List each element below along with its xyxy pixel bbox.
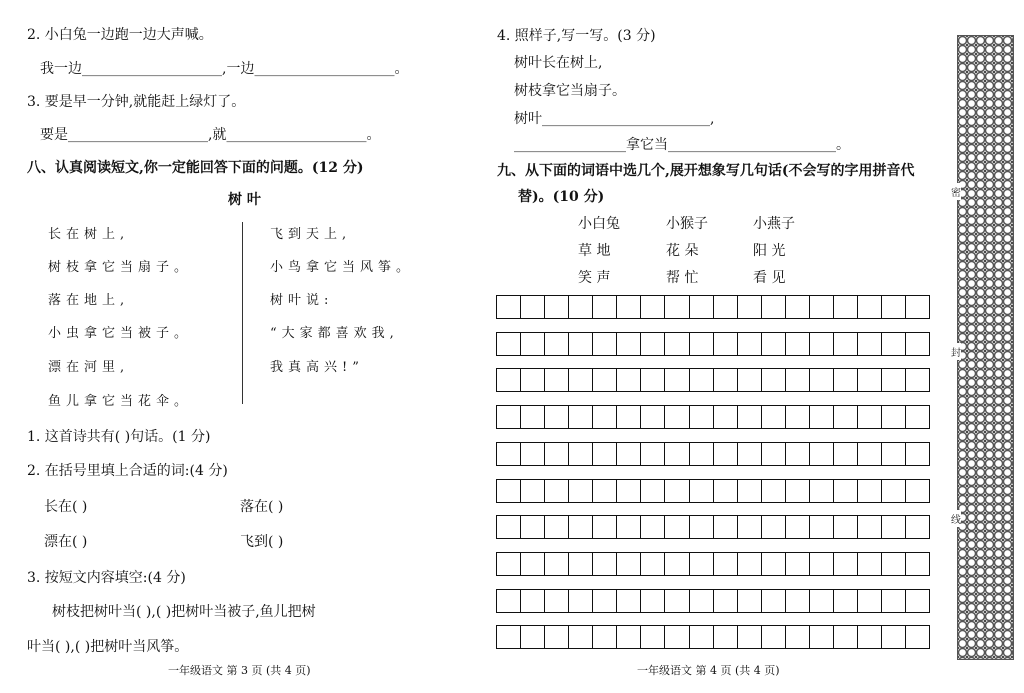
writing-grid-cell[interactable] xyxy=(738,590,762,612)
word-option: 草 地 xyxy=(578,243,611,259)
poem-title: 树 叶 xyxy=(228,192,261,208)
writing-grid-cell[interactable] xyxy=(834,516,858,538)
writing-grid-cell[interactable] xyxy=(714,590,738,612)
writing-grid-cell[interactable] xyxy=(545,480,569,502)
seal-mark-feng: 封 xyxy=(951,343,961,360)
s8-question-1: 1. 这首诗共有( )句话。(1 分) xyxy=(27,429,211,445)
writing-grid-cell[interactable] xyxy=(786,406,810,428)
writing-grid-cell[interactable] xyxy=(906,516,929,538)
writing-grid-cell[interactable] xyxy=(858,296,882,318)
q4-heading: 4. 照样子,写一写。(3 分) xyxy=(497,28,656,44)
writing-grid-cell[interactable] xyxy=(593,443,617,465)
word-option: 小燕子 xyxy=(753,216,795,232)
writing-grid-cell[interactable] xyxy=(714,369,738,391)
word-option: 花 朵 xyxy=(666,243,699,259)
section-9-heading-cont: 替)。(10 分) xyxy=(518,189,605,205)
writing-grid-cell[interactable] xyxy=(834,369,858,391)
writing-grid-cell[interactable] xyxy=(545,443,569,465)
word-option: 笑 声 xyxy=(578,270,611,286)
writing-grid-cell[interactable] xyxy=(545,553,569,575)
writing-grid-cell[interactable] xyxy=(762,590,786,612)
writing-grid-cell[interactable] xyxy=(690,480,714,502)
writing-grid-cell[interactable] xyxy=(882,369,906,391)
page-footer-right: 一年级语文 第 4 页 (共 4 页) xyxy=(637,664,780,677)
poem-line: 长在树上, xyxy=(48,227,130,242)
writing-grid-cell[interactable] xyxy=(617,296,641,318)
writing-grid-cell[interactable] xyxy=(762,553,786,575)
writing-grid-cell[interactable] xyxy=(545,296,569,318)
s8-question-2: 2. 在括号里填上合适的词:(4 分) xyxy=(27,463,228,479)
writing-grid-cell[interactable] xyxy=(858,369,882,391)
writing-grid-cell[interactable] xyxy=(690,369,714,391)
writing-grid-cell[interactable] xyxy=(617,333,641,355)
writing-grid-cell[interactable] xyxy=(690,553,714,575)
writing-grid-cell[interactable] xyxy=(545,406,569,428)
writing-grid-cell[interactable] xyxy=(786,516,810,538)
poem-line: 鱼儿拿它当花伞。 xyxy=(48,394,193,409)
writing-grid-cell[interactable] xyxy=(641,333,665,355)
writing-grid-cell[interactable] xyxy=(641,406,665,428)
writing-grid-row[interactable] xyxy=(496,515,930,539)
writing-grid-cell[interactable] xyxy=(858,333,882,355)
writing-grid-cell[interactable] xyxy=(690,590,714,612)
writing-grid-cell[interactable] xyxy=(665,443,689,465)
writing-grid-cell[interactable] xyxy=(762,480,786,502)
writing-grid-cell[interactable] xyxy=(545,516,569,538)
writing-grid-cell[interactable] xyxy=(834,553,858,575)
poem-divider xyxy=(242,222,243,404)
s8-q3-fill-line[interactable]: 叶当( ),( )把树叶当风筝。 xyxy=(27,639,189,655)
writing-grid-cell[interactable] xyxy=(810,333,834,355)
writing-grid-cell[interactable] xyxy=(834,480,858,502)
writing-grid-cell[interactable] xyxy=(786,333,810,355)
poem-line: 小鸟拿它当风筝。 xyxy=(270,260,415,275)
q4-fill-line[interactable]: ________________拿它当________________________。 xyxy=(514,137,850,153)
writing-grid-cell[interactable] xyxy=(497,443,521,465)
writing-grid-cell[interactable] xyxy=(714,480,738,502)
writing-grid-cell[interactable] xyxy=(762,333,786,355)
writing-grid-cell[interactable] xyxy=(497,590,521,612)
writing-grid-cell[interactable] xyxy=(641,296,665,318)
writing-grid-cell[interactable] xyxy=(569,516,593,538)
writing-grid-cell[interactable] xyxy=(617,480,641,502)
s8-q2-blank[interactable]: 飞到( ) xyxy=(240,534,284,550)
writing-grid-cell[interactable] xyxy=(641,626,665,648)
writing-grid-cell[interactable] xyxy=(593,516,617,538)
writing-grid-cell[interactable] xyxy=(521,369,545,391)
writing-grid-cell[interactable] xyxy=(593,553,617,575)
writing-grid-cell[interactable] xyxy=(738,333,762,355)
writing-grid-cell[interactable] xyxy=(714,333,738,355)
writing-grid-cell[interactable] xyxy=(497,626,521,648)
writing-grid-cell[interactable] xyxy=(810,443,834,465)
writing-grid-cell[interactable] xyxy=(690,296,714,318)
writing-grid-cell[interactable] xyxy=(738,406,762,428)
writing-grid-cell[interactable] xyxy=(690,443,714,465)
writing-grid-cell[interactable] xyxy=(714,553,738,575)
section-9-heading: 九、从下面的词语中选几个,展开想象写几句话(不会写的字用拼音代 xyxy=(497,163,915,179)
s8-q3-fill-line[interactable]: 树枝把树叶当( ),( )把树叶当被子,鱼儿把树 xyxy=(52,604,316,620)
writing-grid-cell[interactable] xyxy=(858,590,882,612)
writing-grid-cell[interactable] xyxy=(545,369,569,391)
seal-mark-mi: 密 xyxy=(951,183,961,200)
writing-grid-cell[interactable] xyxy=(497,553,521,575)
writing-grid-cell[interactable] xyxy=(786,369,810,391)
writing-grid-row[interactable] xyxy=(496,442,930,466)
word-option: 看 见 xyxy=(753,270,786,286)
writing-grid-cell[interactable] xyxy=(569,480,593,502)
writing-grid-cell[interactable] xyxy=(521,626,545,648)
writing-grid-cell[interactable] xyxy=(882,480,906,502)
q2-fill-line[interactable]: 我一边____________________,一边____________________。 xyxy=(40,61,409,77)
writing-grid-cell[interactable] xyxy=(762,406,786,428)
writing-grid-cell[interactable] xyxy=(906,480,929,502)
writing-grid-cell[interactable] xyxy=(617,553,641,575)
writing-grid-cell[interactable] xyxy=(858,626,882,648)
poem-line: “大家都喜欢我, xyxy=(270,326,399,341)
writing-grid-cell[interactable] xyxy=(617,590,641,612)
writing-grid-cell[interactable] xyxy=(617,516,641,538)
q3-sentence: 3. 要是早一分钟,就能赶上绿灯了。 xyxy=(27,94,246,110)
writing-grid-cell[interactable] xyxy=(834,590,858,612)
poem-line: 飞到天上, xyxy=(270,227,352,242)
writing-grid-cell[interactable] xyxy=(810,369,834,391)
writing-grid-row[interactable] xyxy=(496,295,930,319)
writing-grid-cell[interactable] xyxy=(906,369,929,391)
writing-grid-cell[interactable] xyxy=(834,333,858,355)
writing-grid-cell[interactable] xyxy=(738,480,762,502)
writing-grid-cell[interactable] xyxy=(858,553,882,575)
poem-line: 树叶说: xyxy=(270,293,334,308)
writing-grid-cell[interactable] xyxy=(521,296,545,318)
writing-grid-cell[interactable] xyxy=(810,626,834,648)
writing-grid-cell[interactable] xyxy=(617,443,641,465)
writing-grid-cell[interactable] xyxy=(834,443,858,465)
poem-line: 树枝拿它当扇子。 xyxy=(48,260,193,275)
writing-grid-cell[interactable] xyxy=(738,369,762,391)
writing-grid-row[interactable] xyxy=(496,368,930,392)
writing-grid-cell[interactable] xyxy=(641,553,665,575)
poem-line: 小虫拿它当被子。 xyxy=(48,326,193,341)
writing-grid-cell[interactable] xyxy=(665,480,689,502)
writing-grid-cell[interactable] xyxy=(738,296,762,318)
writing-grid-cell[interactable] xyxy=(569,296,593,318)
writing-grid-cell[interactable] xyxy=(641,480,665,502)
s8-question-3: 3. 按短文内容填空:(4 分) xyxy=(27,570,186,586)
writing-grid-cell[interactable] xyxy=(786,626,810,648)
writing-grid-cell[interactable] xyxy=(810,480,834,502)
writing-grid-cell[interactable] xyxy=(593,333,617,355)
writing-grid-cell[interactable] xyxy=(906,443,929,465)
writing-grid-cell[interactable] xyxy=(762,443,786,465)
writing-grid-cell[interactable] xyxy=(569,553,593,575)
writing-grid-cell[interactable] xyxy=(786,480,810,502)
writing-grid-cell[interactable] xyxy=(762,296,786,318)
q4-example-2: 树枝拿它当扇子。 xyxy=(514,83,626,99)
writing-grid-cell[interactable] xyxy=(714,516,738,538)
writing-grid-cell[interactable] xyxy=(762,516,786,538)
writing-grid-cell[interactable] xyxy=(593,369,617,391)
writing-grid-cell[interactable] xyxy=(690,516,714,538)
q2-sentence: 2. 小白兔一边跑一边大声喊。 xyxy=(27,27,213,43)
writing-grid-cell[interactable] xyxy=(786,443,810,465)
writing-grid-cell[interactable] xyxy=(521,333,545,355)
s8-q2-blank[interactable]: 落在( ) xyxy=(240,499,284,515)
writing-grid-cell[interactable] xyxy=(858,443,882,465)
writing-grid-cell[interactable] xyxy=(665,516,689,538)
writing-grid-cell[interactable] xyxy=(882,553,906,575)
writing-grid-row[interactable] xyxy=(496,405,930,429)
writing-grid-cell[interactable] xyxy=(497,369,521,391)
writing-grid-cell[interactable] xyxy=(714,626,738,648)
writing-grid-cell[interactable] xyxy=(906,406,929,428)
writing-grid-cell[interactable] xyxy=(834,406,858,428)
writing-grid-cell[interactable] xyxy=(545,333,569,355)
writing-grid-cell[interactable] xyxy=(882,590,906,612)
writing-grid-cell[interactable] xyxy=(665,333,689,355)
q4-example-1: 树叶长在树上, xyxy=(514,55,603,71)
writing-grid-cell[interactable] xyxy=(593,480,617,502)
writing-grid-cell[interactable] xyxy=(690,406,714,428)
writing-grid-cell[interactable] xyxy=(569,626,593,648)
writing-grid-cell[interactable] xyxy=(786,296,810,318)
writing-grid-cell[interactable] xyxy=(497,480,521,502)
writing-grid-cell[interactable] xyxy=(810,296,834,318)
seal-pattern-strip xyxy=(957,35,1014,660)
writing-grid-cell[interactable] xyxy=(762,369,786,391)
writing-grid-cell[interactable] xyxy=(786,590,810,612)
writing-grid-cell[interactable] xyxy=(738,553,762,575)
writing-grid-cell[interactable] xyxy=(762,626,786,648)
writing-grid-cell[interactable] xyxy=(906,590,929,612)
writing-grid-cell[interactable] xyxy=(641,369,665,391)
writing-grid-cell[interactable] xyxy=(882,296,906,318)
writing-grid-cell[interactable] xyxy=(569,443,593,465)
writing-grid-cell[interactable] xyxy=(641,590,665,612)
writing-grid-cell[interactable] xyxy=(593,626,617,648)
writing-grid-cell[interactable] xyxy=(810,406,834,428)
writing-grid-cell[interactable] xyxy=(882,406,906,428)
writing-grid-cell[interactable] xyxy=(593,406,617,428)
writing-grid-cell[interactable] xyxy=(545,590,569,612)
writing-grid-cell[interactable] xyxy=(738,516,762,538)
writing-grid-cell[interactable] xyxy=(858,406,882,428)
q3-fill-line[interactable]: 要是____________________,就____________________。 xyxy=(40,127,381,143)
writing-grid-cell[interactable] xyxy=(593,590,617,612)
writing-grid-cell[interactable] xyxy=(665,369,689,391)
writing-grid-cell[interactable] xyxy=(665,296,689,318)
writing-grid-cell[interactable] xyxy=(690,333,714,355)
writing-grid-cell[interactable] xyxy=(810,590,834,612)
writing-grid-cell[interactable] xyxy=(665,626,689,648)
word-option: 小白兔 xyxy=(578,216,620,232)
writing-grid-cell[interactable] xyxy=(690,626,714,648)
poem-line: 落在地上, xyxy=(48,293,130,308)
writing-grid-cell[interactable] xyxy=(521,406,545,428)
writing-grid-cell[interactable] xyxy=(593,296,617,318)
q4-fill-line[interactable]: 树叶________________________, xyxy=(514,111,715,127)
writing-grid-row[interactable] xyxy=(496,625,930,649)
writing-grid-cell[interactable] xyxy=(521,590,545,612)
writing-grid-cell[interactable] xyxy=(569,406,593,428)
writing-grid-row[interactable] xyxy=(496,332,930,356)
writing-grid-cell[interactable] xyxy=(521,480,545,502)
writing-grid-cell[interactable] xyxy=(521,553,545,575)
writing-grid-cell[interactable] xyxy=(497,333,521,355)
s8-q2-blank[interactable]: 长在( ) xyxy=(44,499,88,515)
writing-grid-cell[interactable] xyxy=(906,626,929,648)
writing-grid-cell[interactable] xyxy=(810,516,834,538)
writing-grid-cell[interactable] xyxy=(810,553,834,575)
writing-grid-cell[interactable] xyxy=(617,406,641,428)
writing-grid-cell[interactable] xyxy=(497,406,521,428)
writing-grid-cell[interactable] xyxy=(786,553,810,575)
writing-grid-cell[interactable] xyxy=(714,296,738,318)
writing-grid-cell[interactable] xyxy=(641,443,665,465)
writing-grid-row[interactable] xyxy=(496,589,930,613)
writing-grid-cell[interactable] xyxy=(497,296,521,318)
writing-grid-cell[interactable] xyxy=(906,553,929,575)
writing-grid-cell[interactable] xyxy=(882,626,906,648)
s8-q2-blank[interactable]: 漂在( ) xyxy=(44,534,88,550)
writing-grid-cell[interactable] xyxy=(665,553,689,575)
writing-grid-row[interactable] xyxy=(496,479,930,503)
writing-grid-row[interactable] xyxy=(496,552,930,576)
writing-grid-cell[interactable] xyxy=(906,296,929,318)
writing-grid-cell[interactable] xyxy=(569,333,593,355)
writing-grid-cell[interactable] xyxy=(665,590,689,612)
poem-line: 我真高兴!” xyxy=(270,360,364,375)
writing-grid-cell[interactable] xyxy=(545,626,569,648)
writing-grid-cell[interactable] xyxy=(858,516,882,538)
page-footer-left: 一年级语文 第 3 页 (共 4 页) xyxy=(168,664,311,677)
writing-grid-cell[interactable] xyxy=(617,626,641,648)
word-option: 小猴子 xyxy=(666,216,708,232)
writing-grid-cell[interactable] xyxy=(858,480,882,502)
writing-grid-cell[interactable] xyxy=(714,406,738,428)
writing-grid-cell[interactable] xyxy=(738,443,762,465)
section-8-heading: 八、认真阅读短文,你一定能回答下面的问题。(12 分) xyxy=(27,160,364,176)
seal-mark-xian: 线 xyxy=(951,510,961,527)
writing-grid-cell[interactable] xyxy=(497,516,521,538)
writing-grid-cell[interactable] xyxy=(641,516,665,538)
word-option: 帮 忙 xyxy=(666,270,699,286)
writing-grid-cell[interactable] xyxy=(834,626,858,648)
poem-line: 漂在河里, xyxy=(48,360,130,375)
writing-grid-cell[interactable] xyxy=(569,369,593,391)
writing-grid-cell[interactable] xyxy=(882,516,906,538)
writing-grid-cell[interactable] xyxy=(906,333,929,355)
writing-grid-cell[interactable] xyxy=(882,333,906,355)
writing-grid-cell[interactable] xyxy=(882,443,906,465)
writing-grid-cell[interactable] xyxy=(569,590,593,612)
writing-grid-cell[interactable] xyxy=(714,443,738,465)
writing-grid-cell[interactable] xyxy=(834,296,858,318)
writing-grid-cell[interactable] xyxy=(521,443,545,465)
word-option: 阳 光 xyxy=(753,243,786,259)
writing-grid-cell[interactable] xyxy=(521,516,545,538)
writing-grid-cell[interactable] xyxy=(617,369,641,391)
writing-grid-cell[interactable] xyxy=(738,626,762,648)
writing-grid-cell[interactable] xyxy=(665,406,689,428)
